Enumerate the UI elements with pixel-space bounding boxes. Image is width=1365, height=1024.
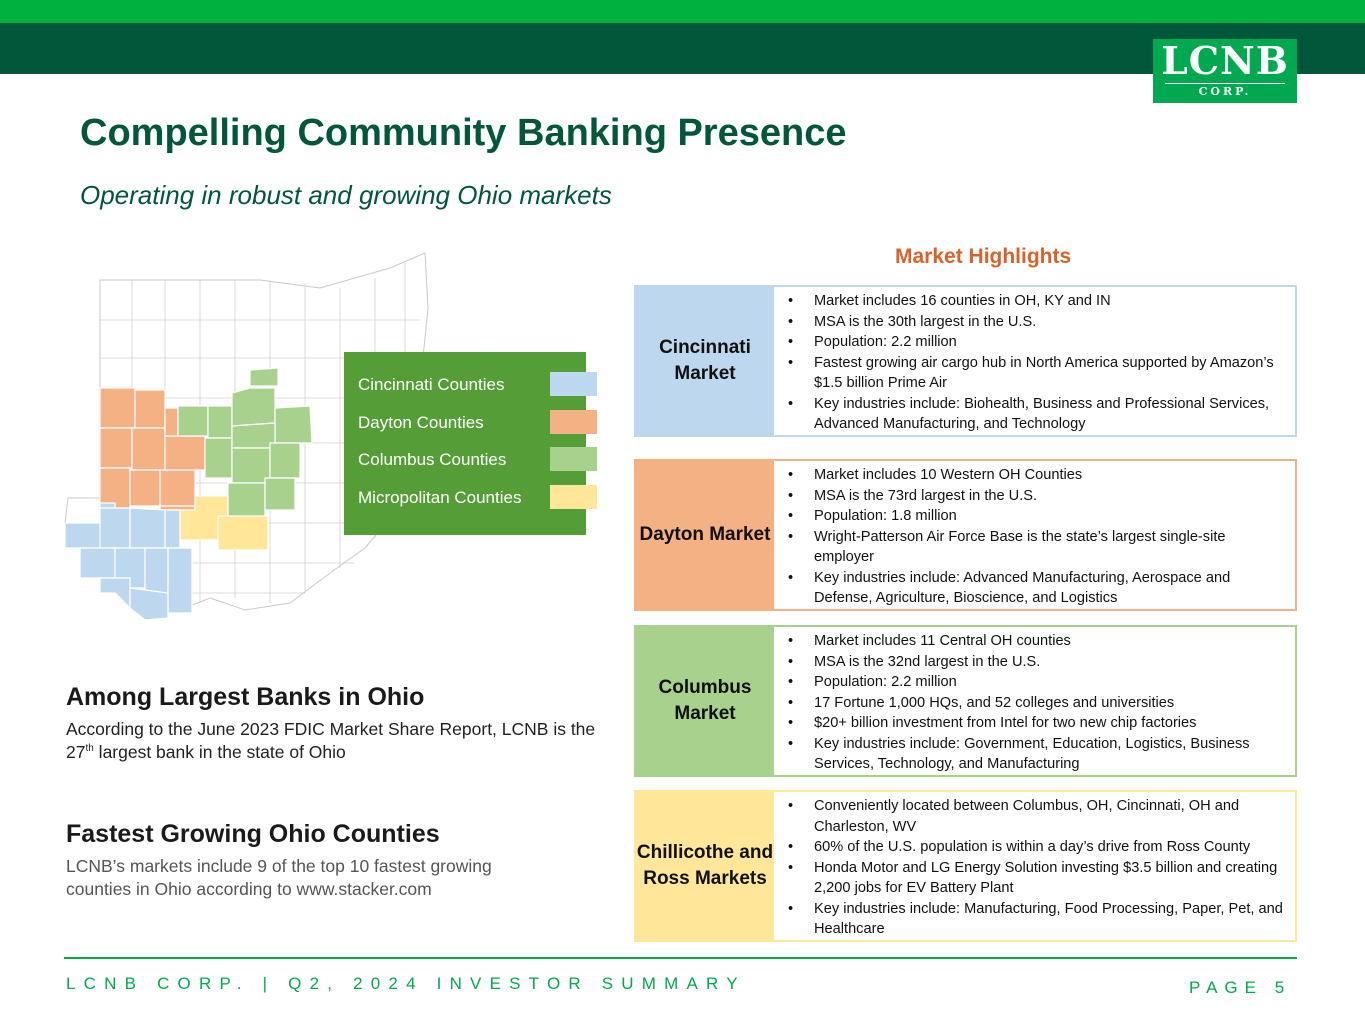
fastest-growing-heading: Fastest Growing Ohio Counties xyxy=(66,820,440,848)
market-label-chillicothe: Chillicothe and Ross Markets xyxy=(636,792,774,940)
top-accent-band xyxy=(0,0,1365,23)
map-legend xyxy=(344,352,586,535)
legend-swatch-dayton xyxy=(550,410,597,434)
market-card-dayton xyxy=(634,459,1297,611)
legend-item-dayton: Dayton Counties xyxy=(358,410,586,448)
market-card-columbus xyxy=(634,625,1297,777)
legend-item-micropolitan: Micropolitan Counties xyxy=(358,485,586,523)
page-number: PAGE 5 xyxy=(1189,978,1292,997)
legend-swatch-micropolitan xyxy=(550,485,597,509)
page-subtitle: Operating in robust and growing Ohio markets xyxy=(80,180,612,210)
market-label-cincinnati: Cincinnati Market xyxy=(636,287,774,435)
legend-swatch-cincinnati xyxy=(550,372,597,396)
largest-banks-heading: Among Largest Banks in Ohio xyxy=(66,683,425,711)
market-bullets-columbus: • Market includes 11 Central OH counties • MSA is the 32nd largest in the U.S. • Population: 2.2 million • 17 Fortune 1,000 HQs, and 52 colleges and universities • $20+ billion investment from Intel for two new chip factories • Key industries include: Government, Education, Logistics, Business Services, Technology, and Manufacturing xyxy=(788,631,1285,775)
legend-item-columbus: Columbus Counties xyxy=(358,447,586,485)
market-bullets-dayton: • Market includes 10 Western OH Counties • MSA is the 73rd largest in the U.S. • Population: 1.8 million • Wright-Patterson Air Force Base is the state’s largest single-site employer • Key industries include: Advanced Manufacturing, Aerospace and Defense, Agriculture, Bioscience, and Logistics xyxy=(788,465,1285,609)
lcnb-logo: LCNB CORP. xyxy=(1153,39,1297,103)
market-card-chillicothe xyxy=(634,790,1297,942)
fastest-growing-text: LCNB’s markets include 9 of the top 10 fastest growing counties in Ohio according to www.stacker.com xyxy=(66,856,492,899)
market-highlights-title: Market Highlights xyxy=(895,245,1072,268)
legend-item-cincinnati: Cincinnati Counties xyxy=(358,372,586,410)
market-bullets-cincinnati: • Market includes 16 counties in OH, KY and IN • MSA is the 30th largest in the U.S. • Population: 2.2 million • Fastest growing air cargo hub in North America supported by Amazon’s $1.5 billion Prime Air • Key industries include: Biohealth, Business and Professional Services, Advanced Manufacturing, and Technology xyxy=(788,291,1285,435)
market-bullets-chillicothe: • Conveniently located between Columbus, OH, Cincinnati, OH and Charleston, WV • 60% of the U.S. population is within a day’s drive from Ross County • Honda Motor and LG Energy Solution investing $3.5 billion and creating 2,200 jobs for EV Battery Plant • Key industries include: Manufacturing, Food Processing, Paper, Pet, and Healthcare xyxy=(788,796,1285,940)
largest-banks-text: According to the June 2023 FDIC Market Share Report, LCNB is the 27th largest bank in the state of Ohio xyxy=(66,719,596,762)
market-card-cincinnati xyxy=(634,285,1297,437)
footer-company-label: LCNB CORP. | Q2, 2024 INVESTOR SUMMARY xyxy=(66,974,746,993)
footer-divider xyxy=(64,957,1297,959)
legend-swatch-columbus xyxy=(550,447,597,471)
page-title: Compelling Community Banking Presence xyxy=(80,112,847,154)
market-label-columbus: Columbus Market xyxy=(636,627,774,775)
market-label-dayton: Dayton Market xyxy=(636,461,774,609)
